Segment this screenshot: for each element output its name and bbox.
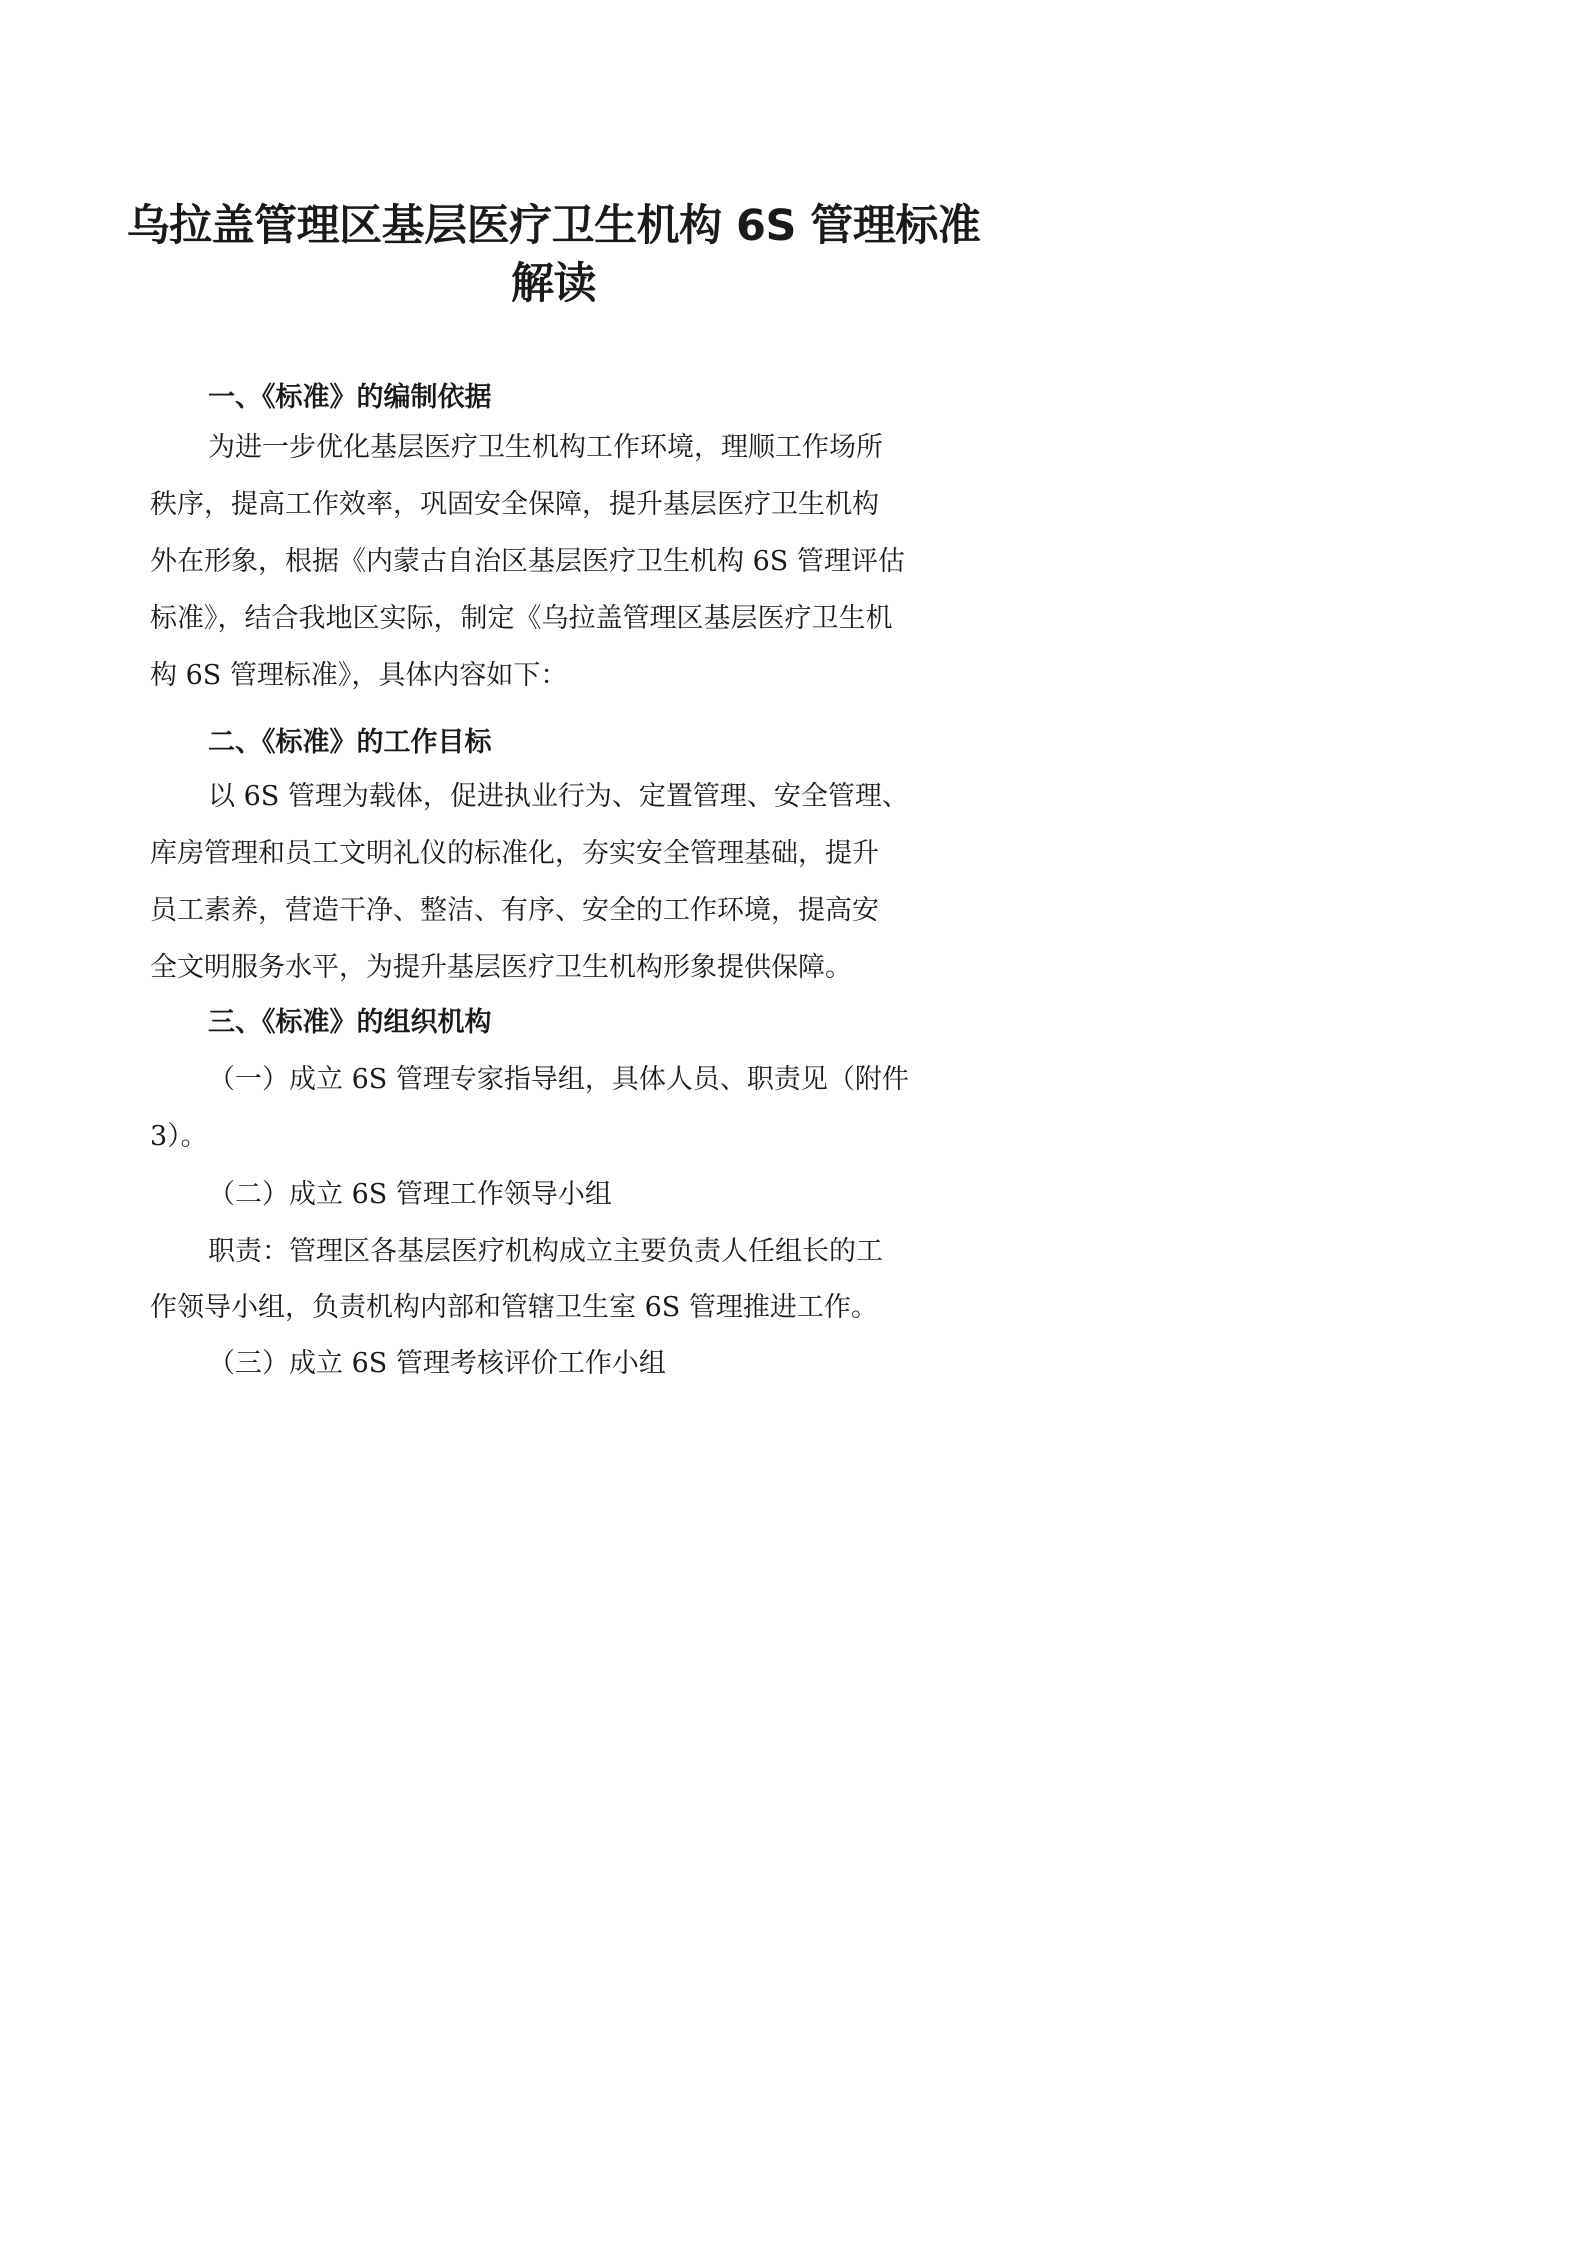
- document-page: [0, 0, 1107, 1566]
- section-1-line-2: 秩序，提高工作效率，巩固安全保障，提升基层医疗卫生机构: [150, 489, 879, 520]
- section-3-line-2: 3）。: [150, 1121, 208, 1152]
- section-2-line-3: 员工素养，营造干净、整洁、有序、安全的工作环境，提高安: [150, 895, 879, 926]
- document-title-line-2: 解读: [511, 259, 596, 309]
- section-3-heading: 三、《标准》的组织机构: [208, 1007, 492, 1038]
- section-1-line-5: 构 6S 管理标准》，具体内容如下：: [150, 660, 568, 691]
- document-title-line-1: 乌拉盖管理区基层医疗卫生机构 6S 管理标准: [126, 201, 981, 251]
- section-2-line-1: 以 6S 管理为载体，促进执业行为、定置管理、安全管理、: [208, 781, 909, 812]
- section-3-line-4: 职责：管理区各基层医疗机构成立主要负责人任组长的工: [208, 1236, 883, 1267]
- section-3-line-1: （一）成立 6S 管理专家指导组，具体人员、职责见（附件: [208, 1064, 909, 1095]
- section-1-heading: 一、《标准》的编制依据: [208, 382, 492, 413]
- section-3-line-3: （二）成立 6S 管理工作领导小组: [208, 1179, 612, 1210]
- section-2-line-4: 全文明服务水平，为提升基层医疗卫生机构形象提供保障。: [150, 952, 852, 983]
- section-1-line-3: 外在形象，根据《内蒙古自治区基层医疗卫生机构 6S 管理评估: [150, 546, 905, 577]
- section-1-line-4: 标准》，结合我地区实际，制定《乌拉盖管理区基层医疗卫生机: [150, 603, 893, 634]
- section-2-heading: 二、《标准》的工作目标: [208, 727, 492, 758]
- section-3-line-5: 作领导小组，负责机构内部和管辖卫生室 6S 管理推进工作。: [150, 1292, 878, 1323]
- section-3-line-6: （三）成立 6S 管理考核评价工作小组: [208, 1348, 666, 1379]
- section-1-line-1: 为进一步优化基层医疗卫生机构工作环境，理顺工作场所: [208, 432, 883, 463]
- section-2-line-2: 库房管理和员工文明礼仪的标准化，夯实安全管理基础，提升: [150, 838, 879, 869]
